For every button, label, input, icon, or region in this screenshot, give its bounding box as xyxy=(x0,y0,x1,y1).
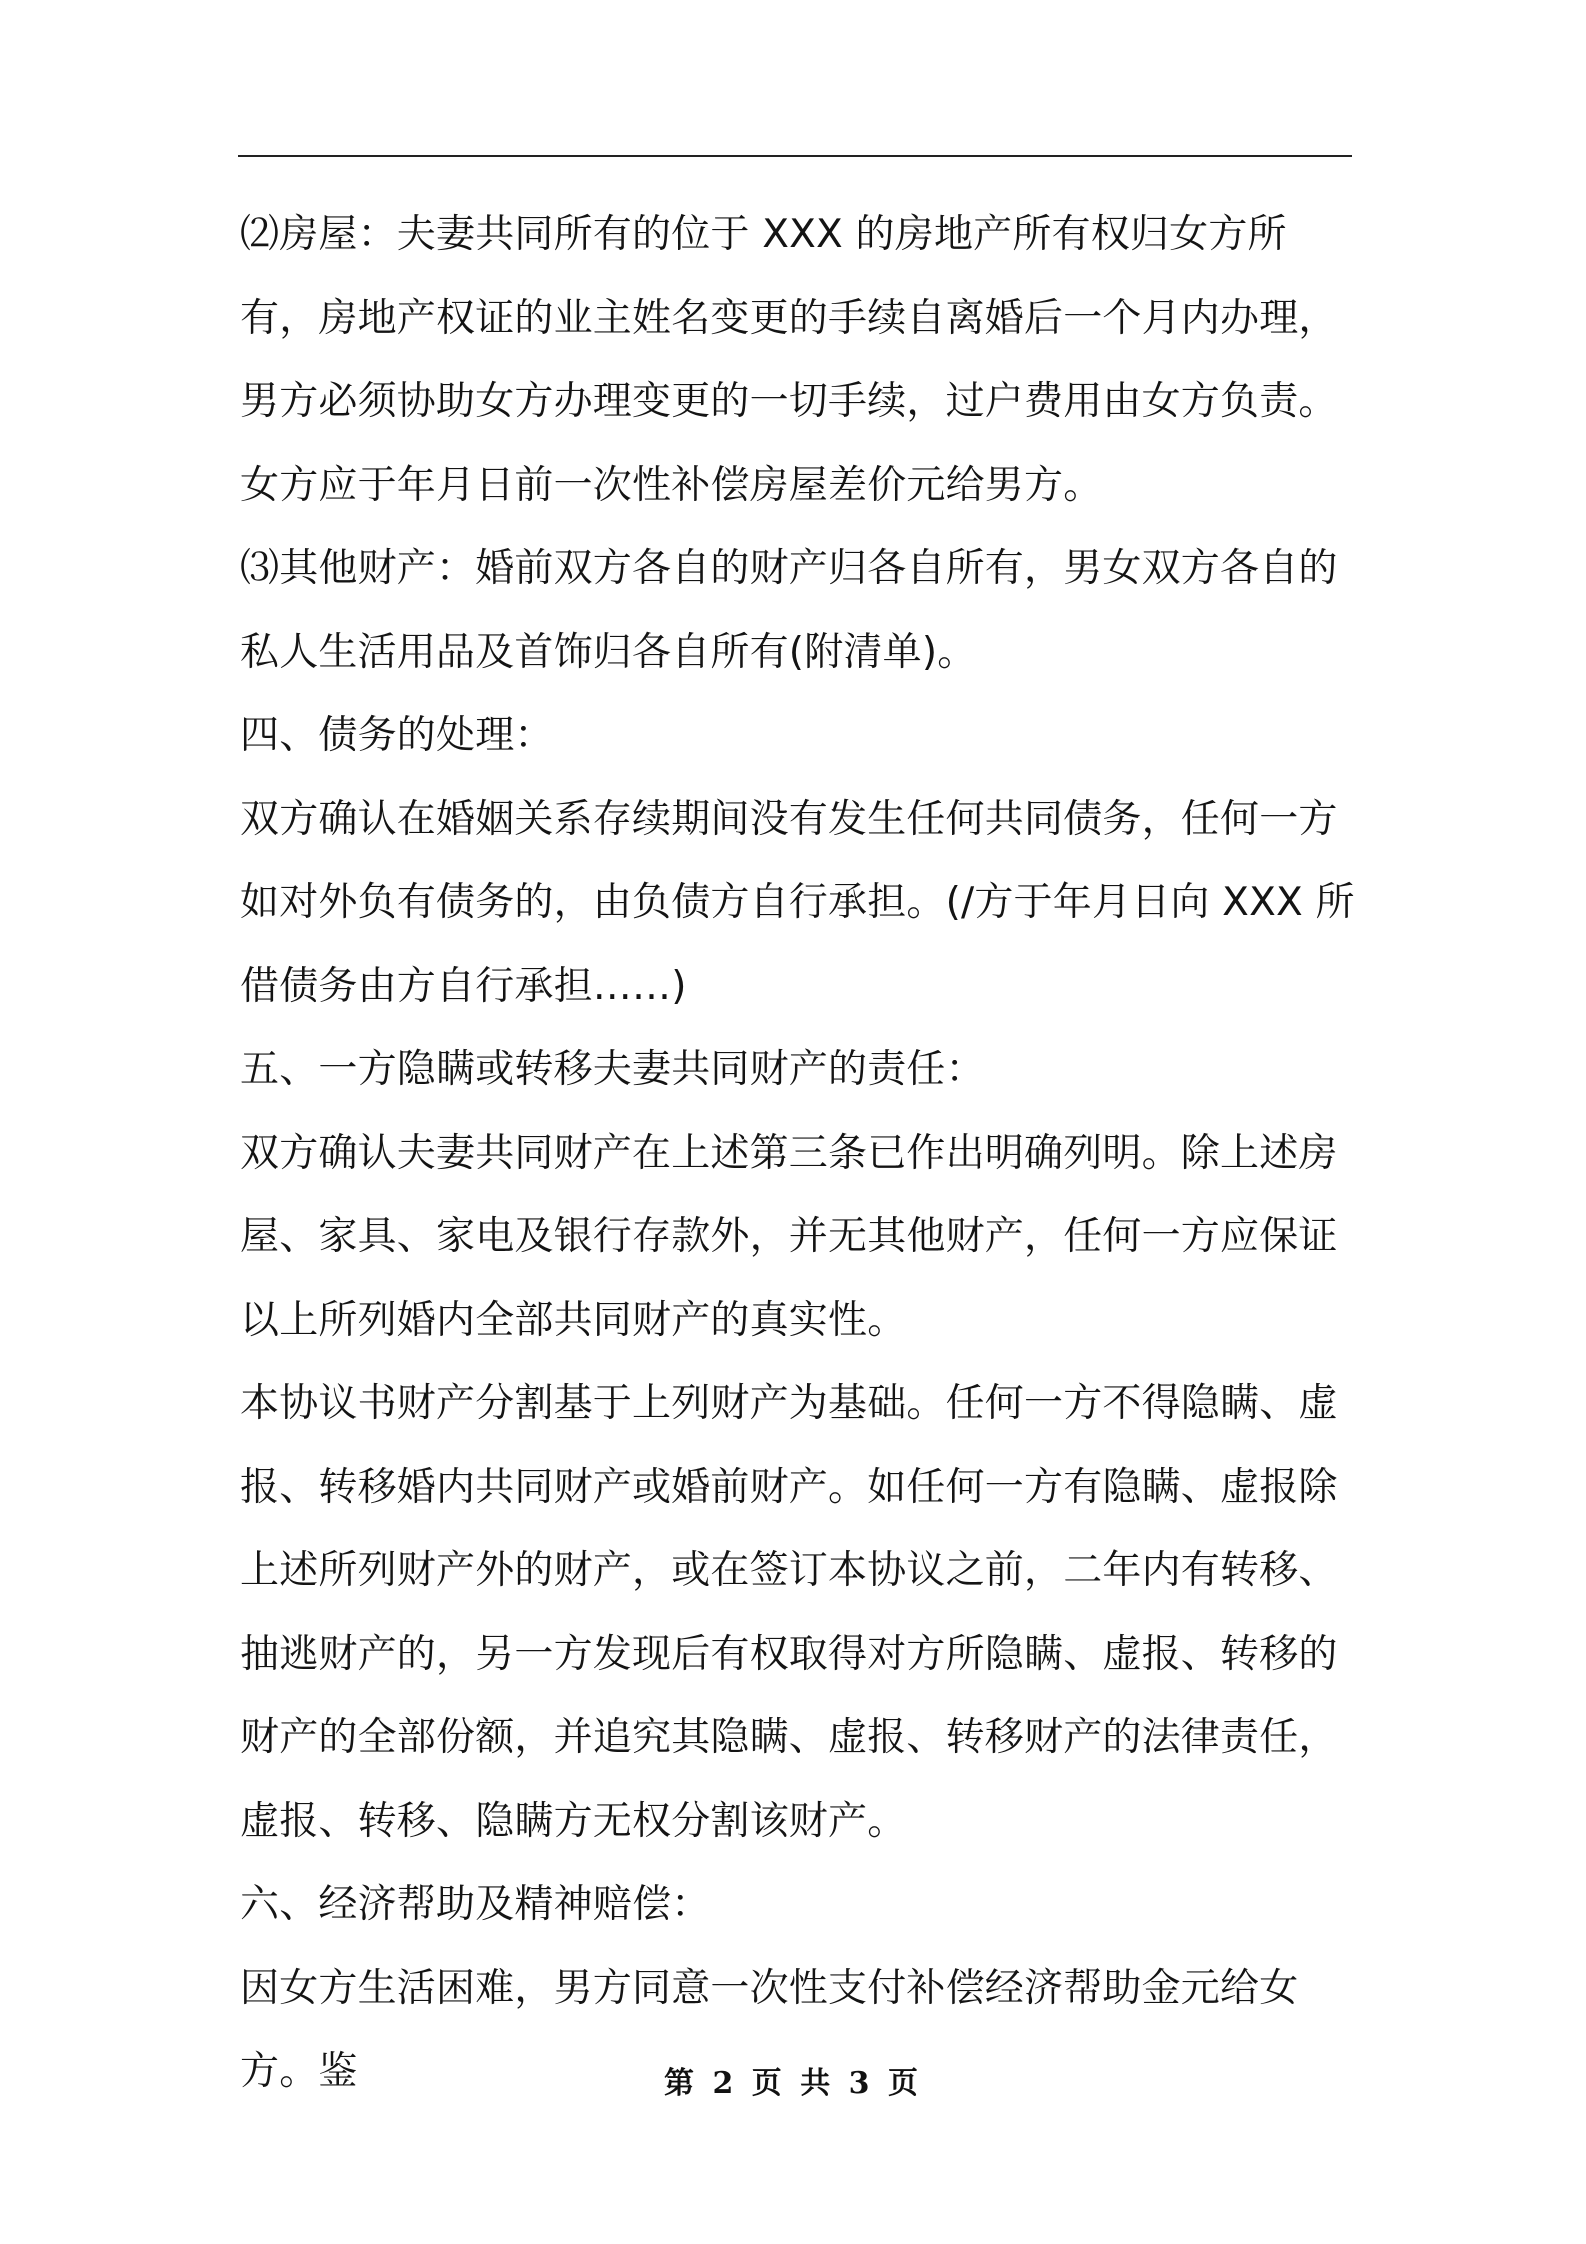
paragraph-concealment-liability: 本协议书财产分割基于上列财产为基础。任何一方不得隐瞒、虚报、转移婚内共同财产或婚前财产。如任何一方有隐瞒、虚报除上述所列财产外的财产，或在签订本协议之前，二年内有转移、抽逃财产的，另一方发现后有权取得对方所隐瞒、虚报、转移的财产的全部份额，并追究其隐瞒、虚报、转移财产的法律责任，虚报、转移、隐瞒方无权分割该财产。 xyxy=(240,1381,1338,1844)
section-heading-concealment: 五、一方隐瞒或转移夫妻共同财产的责任： xyxy=(240,1047,985,1092)
paragraph-economic-help: 因女方生活困难，男方同意一次性支付补偿经济帮助金元给女方。鉴 xyxy=(240,1965,1299,2094)
paragraph-other-property: ⑶其他财产：婚前双方各自的财产归各自所有，男女双方各自的私人生活用品及首饰归各自所有(附清单)。 xyxy=(240,546,1338,675)
paragraph-house: ⑵房屋：夫妻共同所有的位于 XXX 的房地产所有权归女方所有，房地产权证的业主姓名变更的手续自离婚后一个月内办理，男方必须协助女方办理变更的一切手续，过户费用由女方负责。女方应于年月日前一次性补偿房屋差价元给男方。 xyxy=(240,212,1338,508)
document-body xyxy=(240,193,1358,2114)
paragraph-joint-property-confirmation: 双方确认夫妻共同财产在上述第三条已作出明确列明。除上述房屋、家具、家电及银行存款外，并无其他财产，任何一方应保证以上所列婚内全部共同财产的真实性。 xyxy=(240,1130,1338,1343)
section-heading-economic-help: 六、经济帮助及精神赔偿： xyxy=(240,1882,711,1927)
paragraph-debt: 双方确认在婚姻关系存续期间没有发生任何共同债务，任何一方如对外负有债务的，由负债方自行承担。(/方于年月日向 XXX 所借债务由方自行承担……) xyxy=(240,796,1355,1009)
section-heading-debt: 四、债务的处理： xyxy=(240,713,554,758)
header-divider xyxy=(238,155,1352,157)
page-number: 第 2 页 共 3 页 xyxy=(664,2066,922,2101)
